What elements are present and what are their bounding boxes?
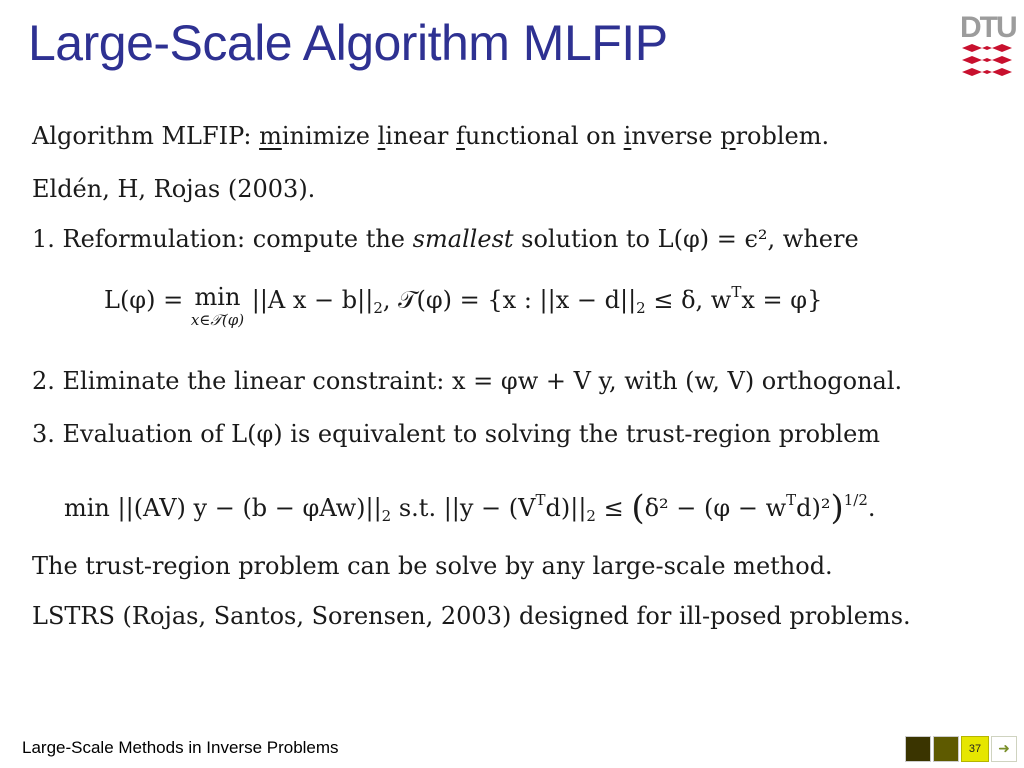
nav-next-button[interactable] (991, 736, 1017, 762)
page-number: 37 (961, 736, 989, 762)
step-1: 1. Reformulation: compute the smallest solution to L(φ) = ϵ², where (32, 225, 859, 253)
nav-prev-button[interactable] (933, 736, 959, 762)
algorithm-line: Algorithm MLFIP: minimize linear functional on inverse problem. (32, 122, 830, 150)
step-2: 2. Eliminate the linear constraint: x = φw + V y, with (w, V) orthogonal. (32, 367, 903, 395)
dtu-emblem-icon (960, 44, 1014, 84)
citation: Eldén, H, Rojas (2003). (32, 175, 316, 203)
closing-line-1: The trust-region problem can be solve by any large-scale method. (32, 552, 833, 580)
footer-title: Large-Scale Methods in Inverse Problems (22, 738, 339, 757)
equation-trust-region: min ||(AV) $y - (b - \varphi Aw)||_2$ s.t. $||y - (V^Td)||_2 \le (\delta^2 - (\varphi - w^Td)^2)^{1/2}$. (64, 488, 876, 528)
closing-line-2: LSTRS (Rojas, Santos, Sorensen, 2003) designed for ill-posed problems. (32, 602, 911, 630)
slide-navigation (905, 736, 1017, 762)
nav-first-button[interactable] (905, 736, 931, 762)
arrow-right-icon: ➜ (998, 741, 1010, 757)
dtu-logo (960, 12, 1014, 90)
slide-title: Large-Scale Algorithm MLFIP (28, 15, 668, 71)
equation-reformulation: L(φ) = min x∈𝒯(φ) ||A $x - b||_2$, 𝒯(φ) = {x : $||x - d||_2 \le \delta$, $w^Tx = \varphi$} (104, 283, 823, 329)
logo-text: DTU (960, 11, 1016, 44)
step-3: 3. Evaluation of L(φ) is equivalent to solving the trust-region problem (32, 420, 881, 448)
